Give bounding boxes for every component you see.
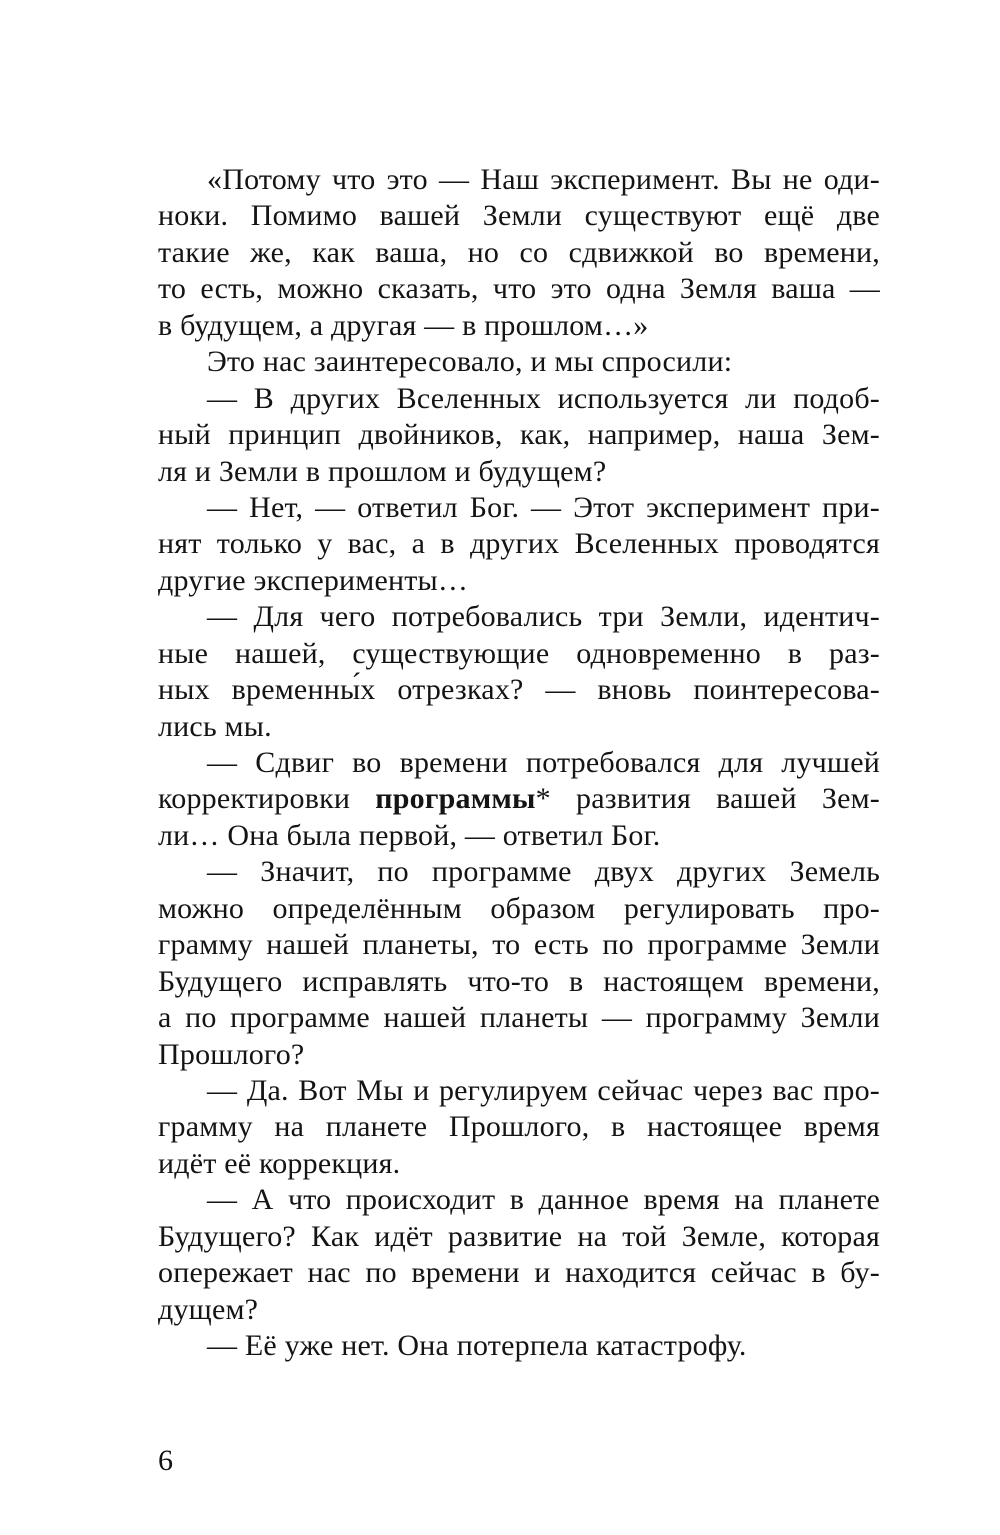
text-line: ли… Она была первой, — ответил Бог.: [158, 818, 661, 852]
text-line: можно определённым образом регулировать про-: [158, 891, 880, 925]
text-line: — А что происходит в данное время на планете: [207, 1183, 880, 1217]
text-line: грамму нашей планеты, то есть по программе Земли: [158, 928, 880, 962]
text-line: опережает нас по времени и находится сейчас в бу-: [158, 1256, 880, 1290]
page-body-text: [158, 162, 880, 1364]
text-line: — Сдвиг во времени потребовался для лучшей: [207, 746, 880, 779]
paragraph: [158, 854, 880, 1073]
paragraph: [158, 599, 880, 745]
text-line: ный принцип двойников, как, например, наша Зем-: [158, 418, 880, 452]
paragraph: [158, 381, 880, 490]
paragraph: [158, 162, 880, 344]
text-line: — Для чего потребовались три Земли, идентич-: [207, 600, 880, 634]
text-line: грамму на планете Прошлого, в настоящее время: [158, 1110, 880, 1144]
text-line: ные нашей, существующие одновременно в раз-: [158, 636, 880, 670]
text-line: а по программе нашей планеты — программу Земли: [158, 1001, 880, 1035]
paragraph: [158, 344, 880, 380]
text-line: в будущем, а другая — в прошлом…»: [158, 308, 649, 342]
paragraph: [158, 745, 880, 854]
text-line: Прошлого?: [158, 1037, 305, 1071]
text-line: — Её уже нет. Она потерпела катастрофу.: [207, 1329, 747, 1362]
text-line: — Значит, по программе двух других Земель: [207, 855, 880, 889]
footnote-mark: *: [535, 782, 551, 816]
text-line: — Нет, — ответил Бог. — Этот эксперимент при-: [207, 490, 880, 524]
text-line: то есть, можно сказать, что это одна Земля ваша —: [158, 272, 880, 306]
text-line: ных временны́х отрезках? — вновь поинтересова-: [158, 673, 880, 707]
text-line: [158, 781, 880, 817]
text-line: лись мы.: [158, 709, 272, 743]
text-line: такие же, как ваша, но со сдвижкой во времени,: [158, 235, 880, 269]
text-line: Будущего исправлять что-то в настоящем времени,: [158, 964, 880, 998]
text-line: — В других Вселенных используется ли подоб-: [207, 381, 880, 415]
text-line: другие эксперименты…: [158, 563, 469, 597]
paragraph: [158, 1073, 880, 1182]
text-segment: корректировки: [158, 782, 376, 816]
text-line: идёт её коррекция.: [158, 1146, 401, 1180]
bold-term: программы: [375, 782, 536, 816]
paragraph: [158, 1328, 880, 1364]
text-line: — Да. Вот Мы и регулируем сейчас через вас про-: [207, 1073, 880, 1107]
text-line: нят только у вас, а в других Вселенных проводятся: [158, 527, 880, 561]
text-line: дущем?: [158, 1292, 259, 1326]
text-segment: развития вашей Зем-: [550, 782, 880, 816]
page-number: 6: [158, 1444, 173, 1477]
text-line: Будущего? Как идёт развитие на той Земле, которая: [158, 1219, 880, 1253]
text-line: ноки. Помимо вашей Земли существуют ещё две: [158, 199, 880, 233]
paragraph: [158, 490, 880, 599]
text-line: «Потому что это — Наш эксперимент. Вы не оди-: [207, 163, 880, 196]
text-line: Это нас заинтересовало, и мы спросили:: [207, 345, 733, 379]
text-line: ля и Земли в прошлом и будущем?: [158, 454, 607, 488]
paragraph: [158, 1182, 880, 1328]
